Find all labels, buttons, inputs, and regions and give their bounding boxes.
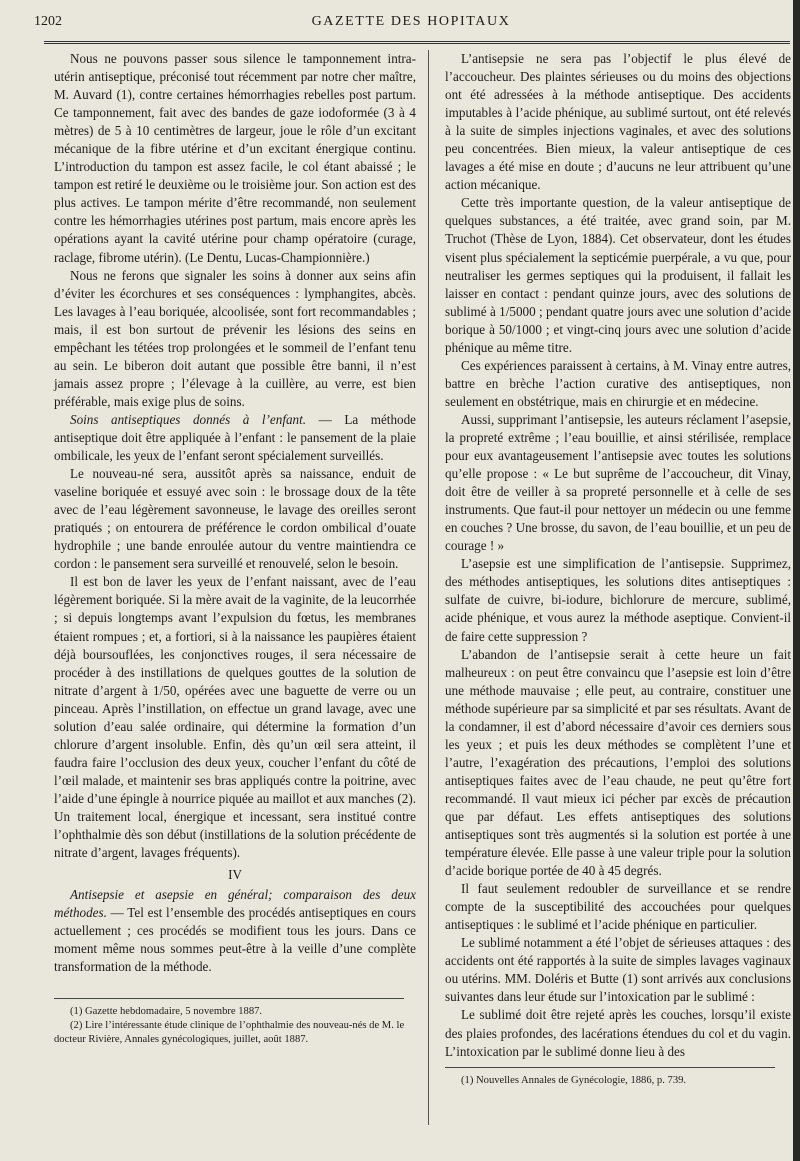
paragraph: Le sublimé doit être rejeté après les couches, lorsqu’il existe des plaies profondes, des lacérations étendues du col et du vagin. L’intoxication par le sublimé donne lieu à des bbox=[445, 1007, 791, 1059]
paragraph: Nous ne ferons que signaler les soins à donner aux seins afin d’éviter les écorchures et ses conséquences : lymphangites, abcès. Les lavages à l’eau boriquée, alcoolisée, sont fort recommandables ; mais, il est bon surtout de prévenir les lésions des seins en empêchant les tétées trop prolongées et le sommeil de l’enfant tenu au sein. Le biberon doit autant que possible être banni, il n’est jamais assez propre ; l’élevage à la cuillère, au verre, est bien préférable, mais exige plus de soins. bbox=[54, 267, 416, 409]
paragraph: L’abandon de l’antisepsie serait à cette heure un fait malheureux : on peut être convaincu que l’asepsie est loin d’être une méthode mauvaise ; elle peut, au contraire, constituer une méthode supérieure par sa simplicité et par ses résultats. Avant de la condamner, il est d’abord nécessaire d’avoir ces derniers sous les yeux ; et puis les deux méthodes se complètent l’une et l’autre, l’exagération des précautions, l’emploi des solutions antiseptiques faites avec de l’eau chaude, ne peut qu’être fort recommandé. Il vaut mieux ici pécher par excès de précaution que par défaut. Les effets antiseptiques des solutions antiseptiques sont très augmentés si la solution est portée à une température élevée. Elle passe à une valeur triple pour la solution d’acide borique portée de 40 à 45 degrés. bbox=[445, 646, 791, 879]
paragraph: Nous ne pouvons passer sous silence le tamponnement intra-utérin antiseptique, préconisé tout récemment par notre cher maître, M. Auvard (1), contre certaines hémorrhagies rebelles post partum. Ce tamponnement, fait avec des bandes de gaze iodoformée (3 à 4 mètres) de 5 à 10 centimètres de largeur, joue le rôle d’un excitant mécanique de la fibre utérine et d’un excitant énergique continu. L’introduction du tampon est assez facile, le col étant abaissé ; le tampon est retiré le deuxième ou le troisième jour. Son action est des plus actives. Le tampon mérite d’être recommandé, non seulement contre les hémorrhagies utérines post partum, mais encore après les opérations ayant la cavité utérine pour champ opératoire (curage, raclage, fibrome utérin). (Le Dentu, Lucas-Championnière.) bbox=[54, 51, 416, 265]
left-column bbox=[54, 50, 416, 1047]
paragraph: Antisepsie et asepsie en général; comparaison des deux méthodes. — Tel est l’ensemble des procédés antiseptiques en cours actuellement ; ces procédés se modifient tous les jours. Dans ce moment même nous sommes peut-être à la veille d’une complète transformation de la méthode. bbox=[54, 887, 416, 975]
footnote: (1) Gazette hebdomadaire, 5 novembre 1887. bbox=[70, 1006, 263, 1018]
paragraph: Le nouveau-né sera, aussitôt après sa naissance, enduit de vaseline boriquée et essuyé avec soin : le brossage doux de la tête avec de l’eau légèrement savonneuse, le lavage des oreilles seront pratiqués ; on entourera de préférence le cordon ombilical d’ouate hydrophile ; une bande enroulée autour du ventre maintiendra ce cordon : le pansement sera surveillé et renouvelé, selon le besoin. bbox=[54, 466, 416, 572]
footnote-rule bbox=[445, 1067, 775, 1068]
footnote-rule bbox=[54, 998, 404, 999]
paragraph: Il est bon de laver les yeux de l’enfant naissant, avec de l’eau légèrement boriquée. Si la mère avait de la vaginite, de la leucorrhée ; si depuis longtemps avant l’expulsion du fœtus, les membranes étaient rompues ; et, a fortiori, si à la naissance les paupières étaient déjà boursouflées, les conjonctives rouges, il sera nécessaire de procéder à des instillations de quelques gouttes de la solution de nitrate d’argent à 1/50, opérées avec une baguette de verre ou un pinceau. Après l’instillation, on effectue un grand lavage, avec une solution d’eau salée ordinaire, qui détermine la formation d’un chlorure d’argent insoluble. Enfin, dès qu’un œil sera atteint, il faudra faire l’occlusion des deux yeux, coucher l’enfant du côté de l’œil malade, et maintenir ses bras appliqués contre la poitrine, avec l’aide d’une épingle à nourrice piquée au maillot et aux manches (2). Un traitement local, énergique et incessant, sera institué contre l’ophthalmie dès son début (instillations de la solution précédente de nitrate d’argent, lavages fréquents). bbox=[54, 574, 416, 861]
paragraph: Il faut seulement redoubler de surveillance et se rendre compte de la susceptibilité des accouchées pour quelques antiseptiques : le sublimé et l’acide phénique en particulier. bbox=[445, 881, 791, 933]
paragraph: Cette très importante question, de la valeur antiseptique de quelques substances, a été traitée, avec grand soin, par M. Truchot (Thèse de Lyon, 1884). Cet observateur, dont les études visent plus spécialement la septicémie puerpérale, a vu que, pour neutraliser les germes septiques qui la produisent, il fallait les laisser en contact : pendant quinze jours, avec des solutions de sublimé à 1/5000 ; pendant quatre jours avec une solution d’acide borique à 50/1000 ; et vingt-cinq jours avec une solution d’acide phénique au même titre. bbox=[445, 195, 791, 355]
right-column bbox=[445, 50, 791, 1088]
header-rule bbox=[44, 41, 790, 44]
page-number: 1202 bbox=[34, 14, 62, 29]
paragraph: Soins antiseptiques donnés à l’enfant. — La méthode antiseptique doit être appliquée à l’enfant : le pansement de la plaie ombilicale, les yeux de l’enfant seront spécialement surveillés. bbox=[54, 411, 416, 464]
column-divider bbox=[428, 50, 429, 1125]
page-header bbox=[34, 10, 788, 34]
paragraph: L’asepsie est une simplification de l’antisepsie. Supprimez, des méthodes antiseptiques, les solutions dites antiseptiques : sulfate de cuivre, bi-iodure, bichlorure de mercure, sublimé, acide phénique, et vous aurez la méthode aseptique. Convient-il de faire cette suppression ? bbox=[445, 556, 791, 644]
section-number: IV bbox=[228, 867, 242, 883]
section-heading: Antisepsie et asepsie en général; comparaison des deux méthodes. bbox=[54, 887, 416, 921]
paragraph: Ces expériences paraissent à certains, à M. Vinay entre autres, battre en brèche l’action curative des antiseptiques, non seulement en obstétrique, mais en chirurgie et en médecine. bbox=[445, 357, 791, 409]
paragraph: L’antisepsie ne sera pas l’objectif le plus élevé de l’accoucheur. Des plaintes sérieuses ou du moins des objections ont été adressées à la méthode antiseptique. Des accidents imputables à l’acide phénique, au sublimé surtout, ont été relevés à la suite de simples injections vaginales, et avec des solutions peu concentrées. Bien mieux, la valeur antiseptique de ces lavages a été mise en doute ; d’aucuns ne leur attribuent qu’une action mécanique. bbox=[445, 51, 791, 193]
paragraph: Le sublimé notamment a été l’objet de sérieuses attaques : des accidents ont été rapportés à la suite de simples lavages vaginaux ou utérins. MM. Doléris et Butte (1) sont arrivés aux conclusions suivantes dans leur étude sur l’intoxication par le sublimé : bbox=[445, 935, 791, 1005]
paragraph: Aussi, supprimant l’antisepsie, les auteurs réclament l’asepsie, la propreté extrême ; l’eau bouillie, et ainsi stérilisée, remplace pour eux avantageusement l’antisepsie avec toutes les solutions qu’elle propose : « Le but suprême de l’accoucheur, dit Vinay, doit être de veiller à sa propreté personnelle et à celle de ses instruments. Que faut-il pour nettoyer un médecin ou une femme en couches ? Une brosse, du savon, de l’eau bouillie, et un peu de courage ! » bbox=[445, 411, 791, 554]
footnote: (1) Nouvelles Annales de Gynécologie, 1886, p. 739. bbox=[461, 1074, 687, 1086]
footnote: (2) Lire l’intéressante étude clinique de l’ophthalmie des nouveau-nés de M. le docteur Rivière, Annales gynécologiques, juillet, août 1887. bbox=[54, 1020, 405, 1046]
running-title: GAZETTE DES HOPITAUX bbox=[311, 14, 511, 29]
paragraph-heading: Soins antiseptiques donnés à l’enfant. bbox=[70, 411, 307, 427]
page-edge bbox=[793, 0, 800, 1161]
